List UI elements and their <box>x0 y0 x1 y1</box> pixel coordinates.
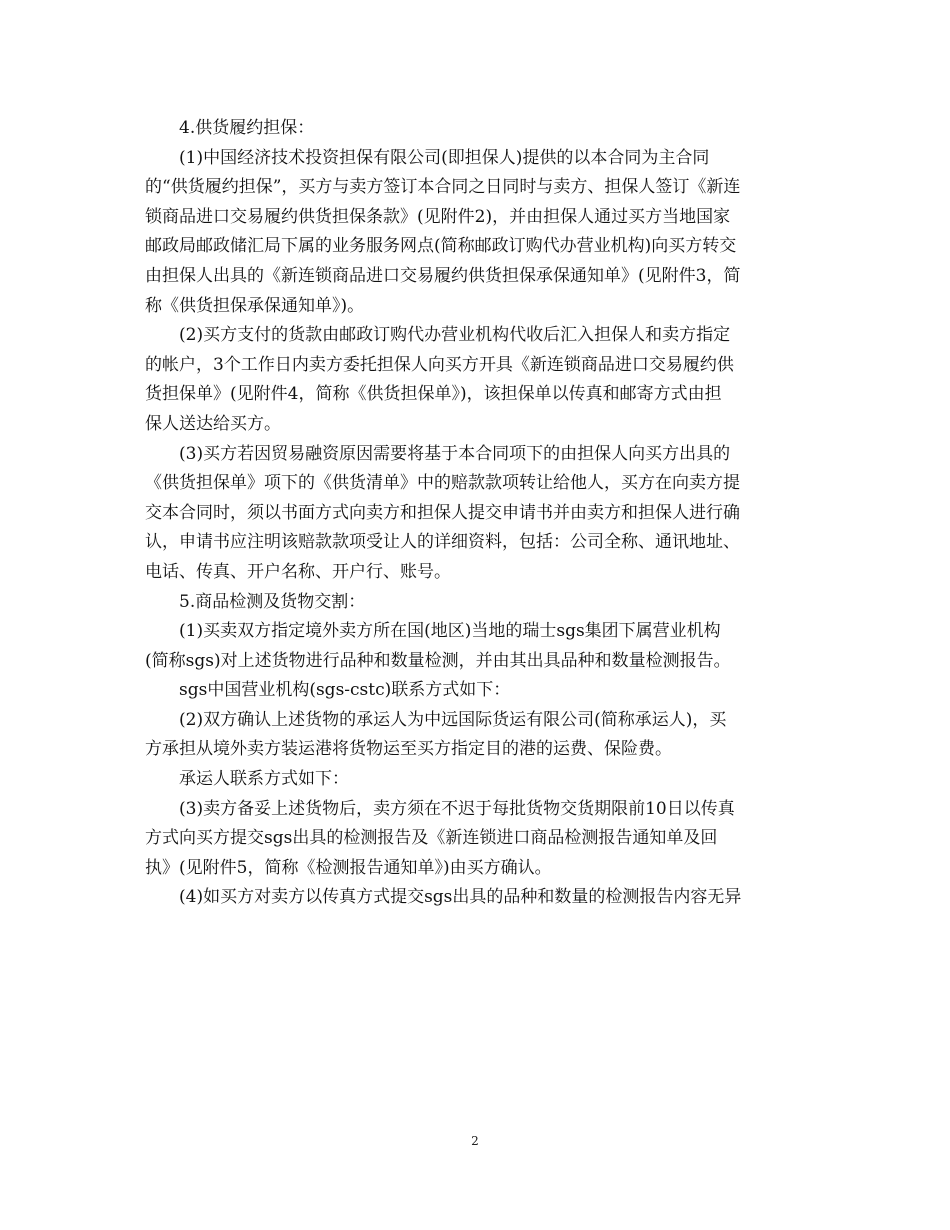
paragraph-inspection-item-2: (2)双方确认上述货物的承运人为中远国际货运有限公司(简称承运人)，买 方承担从境外卖方装运港将货物运至买方指定目的港的运费、保险费。 <box>145 709 727 760</box>
paragraph-inspection-item-3: (3)卖方备妥上述货物后，卖方须在不迟于每批货物交货期限前10日以传真 方式向买方提交sgs出具的检测报告及《新连锁进口商品检测报告通知单及回 执》(见附件5，简称《检测报告通知单》)由买方确认。 <box>145 798 735 878</box>
page-number: 2 <box>471 1134 479 1148</box>
paragraph-guarantee-item-2: (2)买方支付的货款由邮政订购代办营业机构代收后汇入担保人和卖方指定 的帐户，3个工作日内卖方委托担保人向买方开具《新连锁商品进口交易履约供 货担保单》(见附件4，简称《供货担保单》)，该担保单以传真和邮寄方式由担 保人送达给买方。 <box>145 325 734 434</box>
heading-supply-guarantee: 4.供货履约担保： <box>145 118 315 138</box>
paragraph-carrier-contact: 承运人联系方式如下： <box>145 769 349 790</box>
paragraph-guarantee-item-1: (1)中国经济技术投资担保有限公司(即担保人)提供的以本合同为主合同 的“供货履约担保”，买方与卖方签订本合同之日同时与卖方、担保人签订《新连 锁商品进口交易履约供货担保条款》(见附件2)，并由担保人通过买方当地国家 邮政局邮政储汇局下属的业务服务网点(简称邮政订购代办营业机构)向买方转交 由担保人出具的《新连锁商品进口交易履约供货担保承保通知单》(见附件3，简 称《供货担保承保通知单》)。 <box>145 147 741 316</box>
heading-inspection-delivery: 5.商品检测及货物交割： <box>145 591 366 612</box>
paragraph-inspection-item-1: (1)买卖双方指定境外卖方所在国(地区)当地的瑞士sgs集团下属营业机构 (简称sgs)对上述货物进行品种和数量检测，并由其出具品种和数量检测报告。 <box>145 621 731 671</box>
paragraph-sgs-contact: sgs中国营业机构(sgs-cstc)联系方式如下： <box>145 680 511 701</box>
paragraph-inspection-item-4: (4)如买方对卖方以传真方式提交sgs出具的品种和数量的检测报告内容无异 <box>145 887 742 908</box>
paragraph-guarantee-item-3: (3)买方若因贸易融资原因需要将基于本合同项下的由担保人向买方出具的 《供货担保单》项下的《供货清单》中的赔款款项转让给他人，买方在向卖方提 交本合同时，须以书面方式向卖方和担保人提交申请书并由卖方和担保人进行确 认，申请书应注明该赔款款项受让人的详细资料，包括：公司全称、通讯地址、 电话、传真、开户名称、开户行、账号。 <box>145 443 740 582</box>
document-body <box>145 114 810 913</box>
